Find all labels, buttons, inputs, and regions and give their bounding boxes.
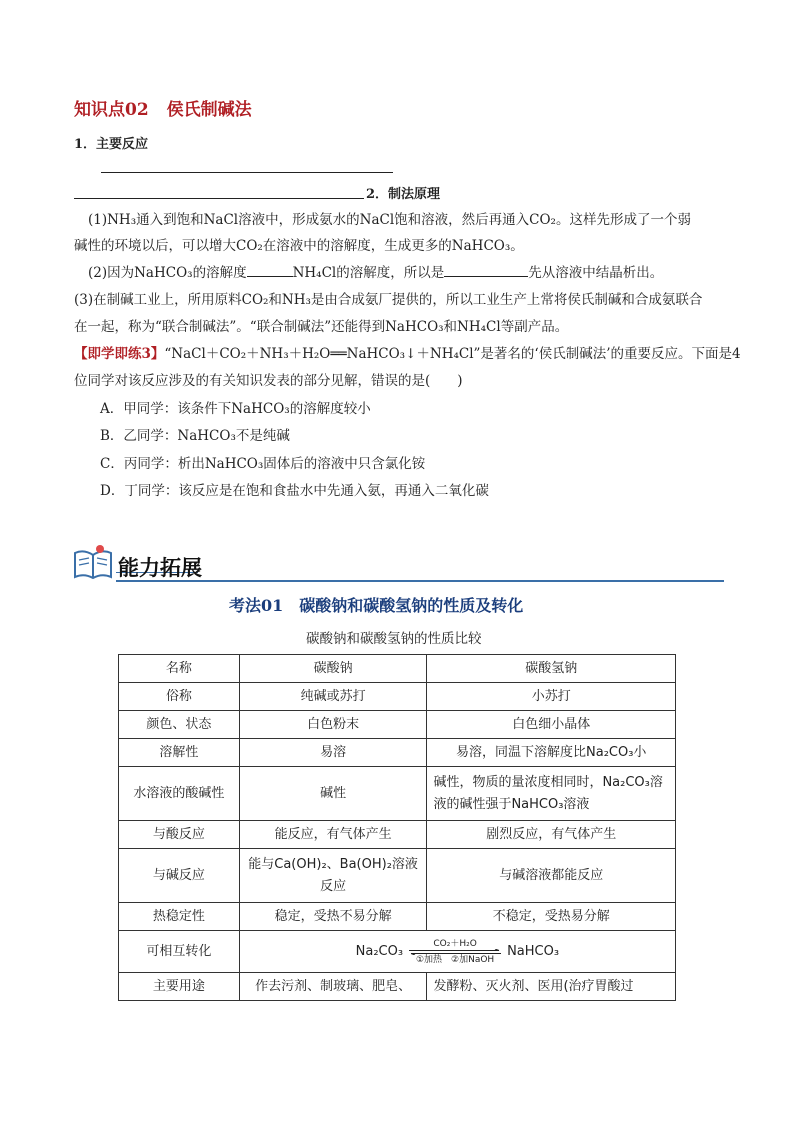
cell: 能反应，有气体产生	[239, 821, 427, 849]
principle-3-line-1: (3)在制碱工业上，所用原料CO₂和NH₃是由合成氨厂提供的，所以工业生产上常将侯氏制碱和合成氨联合	[74, 292, 703, 308]
cell: 作去污剂、制玻璃、肥皂、	[239, 973, 427, 1001]
cell: 剧烈反应，有气体产生	[427, 821, 676, 849]
conversion-right: NaHCO₃	[507, 943, 560, 959]
ability-title: 能力拓展	[118, 556, 202, 580]
fill-blank-2[interactable]	[444, 264, 528, 277]
table-caption: 碳酸钠和碳酸氢钠的性质比较	[306, 631, 482, 647]
table-row	[119, 849, 676, 903]
conversion-cell	[239, 931, 675, 973]
cell: 碱性	[239, 767, 427, 821]
conversion-equation	[356, 939, 559, 965]
row-label: 溶解性	[119, 739, 240, 767]
row-label: 与酸反应	[119, 821, 240, 849]
row-label: 水溶液的酸碱性	[119, 767, 240, 821]
cell: 碱性，物质的量浓度相同时，Na₂CO₃溶液的碱性强于NaHCO₃溶液	[427, 767, 676, 821]
answer-line-1	[101, 172, 393, 173]
principle-2-mid: NH₄Cl的溶解度，所以是	[292, 265, 445, 281]
principle-2-post: 先从溶液中结晶析出。	[528, 265, 664, 281]
section-principle: 2．制法原理	[366, 187, 441, 202]
cell: 不稳定，受热易分解	[427, 903, 676, 931]
exercise-stem-text: “NaCl＋CO₂＋NH₃＋H₂O══NaHCO₃↓＋NH₄Cl”是著名的‘侯氏制碱法’的重要反应。下面是4	[164, 346, 741, 362]
cell: 白色粉末	[239, 711, 427, 739]
knowledge-point-title	[74, 95, 252, 120]
table-row	[119, 683, 676, 711]
method-name: 碳酸钠和碳酸氢钠的性质及转化	[299, 596, 524, 615]
cell: 能与Ca(OH)₂、Ba(OH)₂溶液反应	[239, 849, 427, 903]
arrow-top-condition: CO₂＋H₂O	[433, 938, 477, 949]
comparison-table	[118, 654, 676, 1001]
option-b[interactable]: B．乙同学：NaHCO₃不是纯碱	[100, 428, 290, 444]
table-row	[119, 821, 676, 849]
row-label: 可相互转化	[119, 931, 240, 973]
row-label: 与碱反应	[119, 849, 240, 903]
cell: 稳定，受热不易分解	[239, 903, 427, 931]
table-row-use	[119, 973, 676, 1001]
fill-blank-1[interactable]	[247, 264, 293, 277]
principle-2-pre: (2)因为NaHCO₃的溶解度	[88, 265, 247, 281]
cell: 小苏打	[427, 683, 676, 711]
row-label: 颜色、状态	[119, 711, 240, 739]
cell: 与碱溶液都能反应	[427, 849, 676, 903]
open-book-icon	[72, 543, 114, 581]
arrow-bottom-condition: ①加热 ②加NaOH	[415, 954, 495, 965]
option-d[interactable]: D．丁同学：该反应是在饱和食盐水中先通入氨，再通入二氧化碳	[100, 483, 489, 499]
cell: 易溶	[239, 739, 427, 767]
knowledge-point-name: 侯氏制碱法	[166, 100, 252, 120]
double-arrow-icon	[409, 949, 501, 955]
cell: 易溶，同温下溶解度比Na₂CO₃小	[427, 739, 676, 767]
principle-1-line-1: (1)NH₃通入到饱和NaCl溶液中，形成氨水的NaCl饱和溶液，然后再通入CO₂。这样先形成了一个弱	[88, 212, 691, 228]
table-row	[119, 767, 676, 821]
table-row	[119, 739, 676, 767]
method-label: 考法01	[229, 596, 284, 615]
cell: 发酵粉、灭火剂、医用(治疗胃酸过	[427, 973, 676, 1001]
section-main-reaction: 1．主要反应	[74, 137, 149, 152]
row-label: 主要用途	[119, 973, 240, 1001]
exercise-tag: 【即学即练3】	[74, 346, 165, 362]
option-c[interactable]: C．丙同学：析出NaHCO₃固体后的溶液中只含氯化铵	[100, 456, 426, 472]
row-label: 热稳定性	[119, 903, 240, 931]
ability-rule	[116, 580, 724, 582]
exercise-stem-line-1	[74, 341, 741, 368]
method-title	[229, 593, 523, 616]
header-sodium-bicarbonate: 碳酸氢钠	[427, 655, 676, 683]
row-label: 俗称	[119, 683, 240, 711]
table-header-row	[119, 655, 676, 683]
table-row	[119, 903, 676, 931]
conversion-left: Na₂CO₃	[355, 943, 404, 959]
option-a[interactable]: A．甲同学：该条件下NaHCO₃的溶解度较小	[100, 401, 371, 417]
header-sodium-carbonate: 碳酸钠	[239, 655, 427, 683]
principle-1-line-2: 碱性的环境以后，可以增大CO₂在溶液中的溶解度，生成更多的NaHCO₃。	[74, 238, 524, 254]
knowledge-point-label: 知识点02	[74, 100, 149, 120]
exercise-stem-line-2: 位同学对该反应涉及的有关知识发表的部分见解，错误的是( )	[74, 373, 463, 389]
header-name: 名称	[119, 655, 240, 683]
cell: 白色细小晶体	[427, 711, 676, 739]
principle-2	[88, 260, 663, 287]
reversible-arrow	[409, 939, 501, 965]
table-row-conversion	[119, 931, 676, 973]
cell: 纯碱或苏打	[239, 683, 427, 711]
answer-line-2	[74, 198, 364, 199]
table-row	[119, 711, 676, 739]
principle-3-line-2: 在一起，称为“联合制碱法”。“联合制碱法”还能得到NaHCO₃和NH₄Cl等副产品。	[74, 319, 569, 335]
